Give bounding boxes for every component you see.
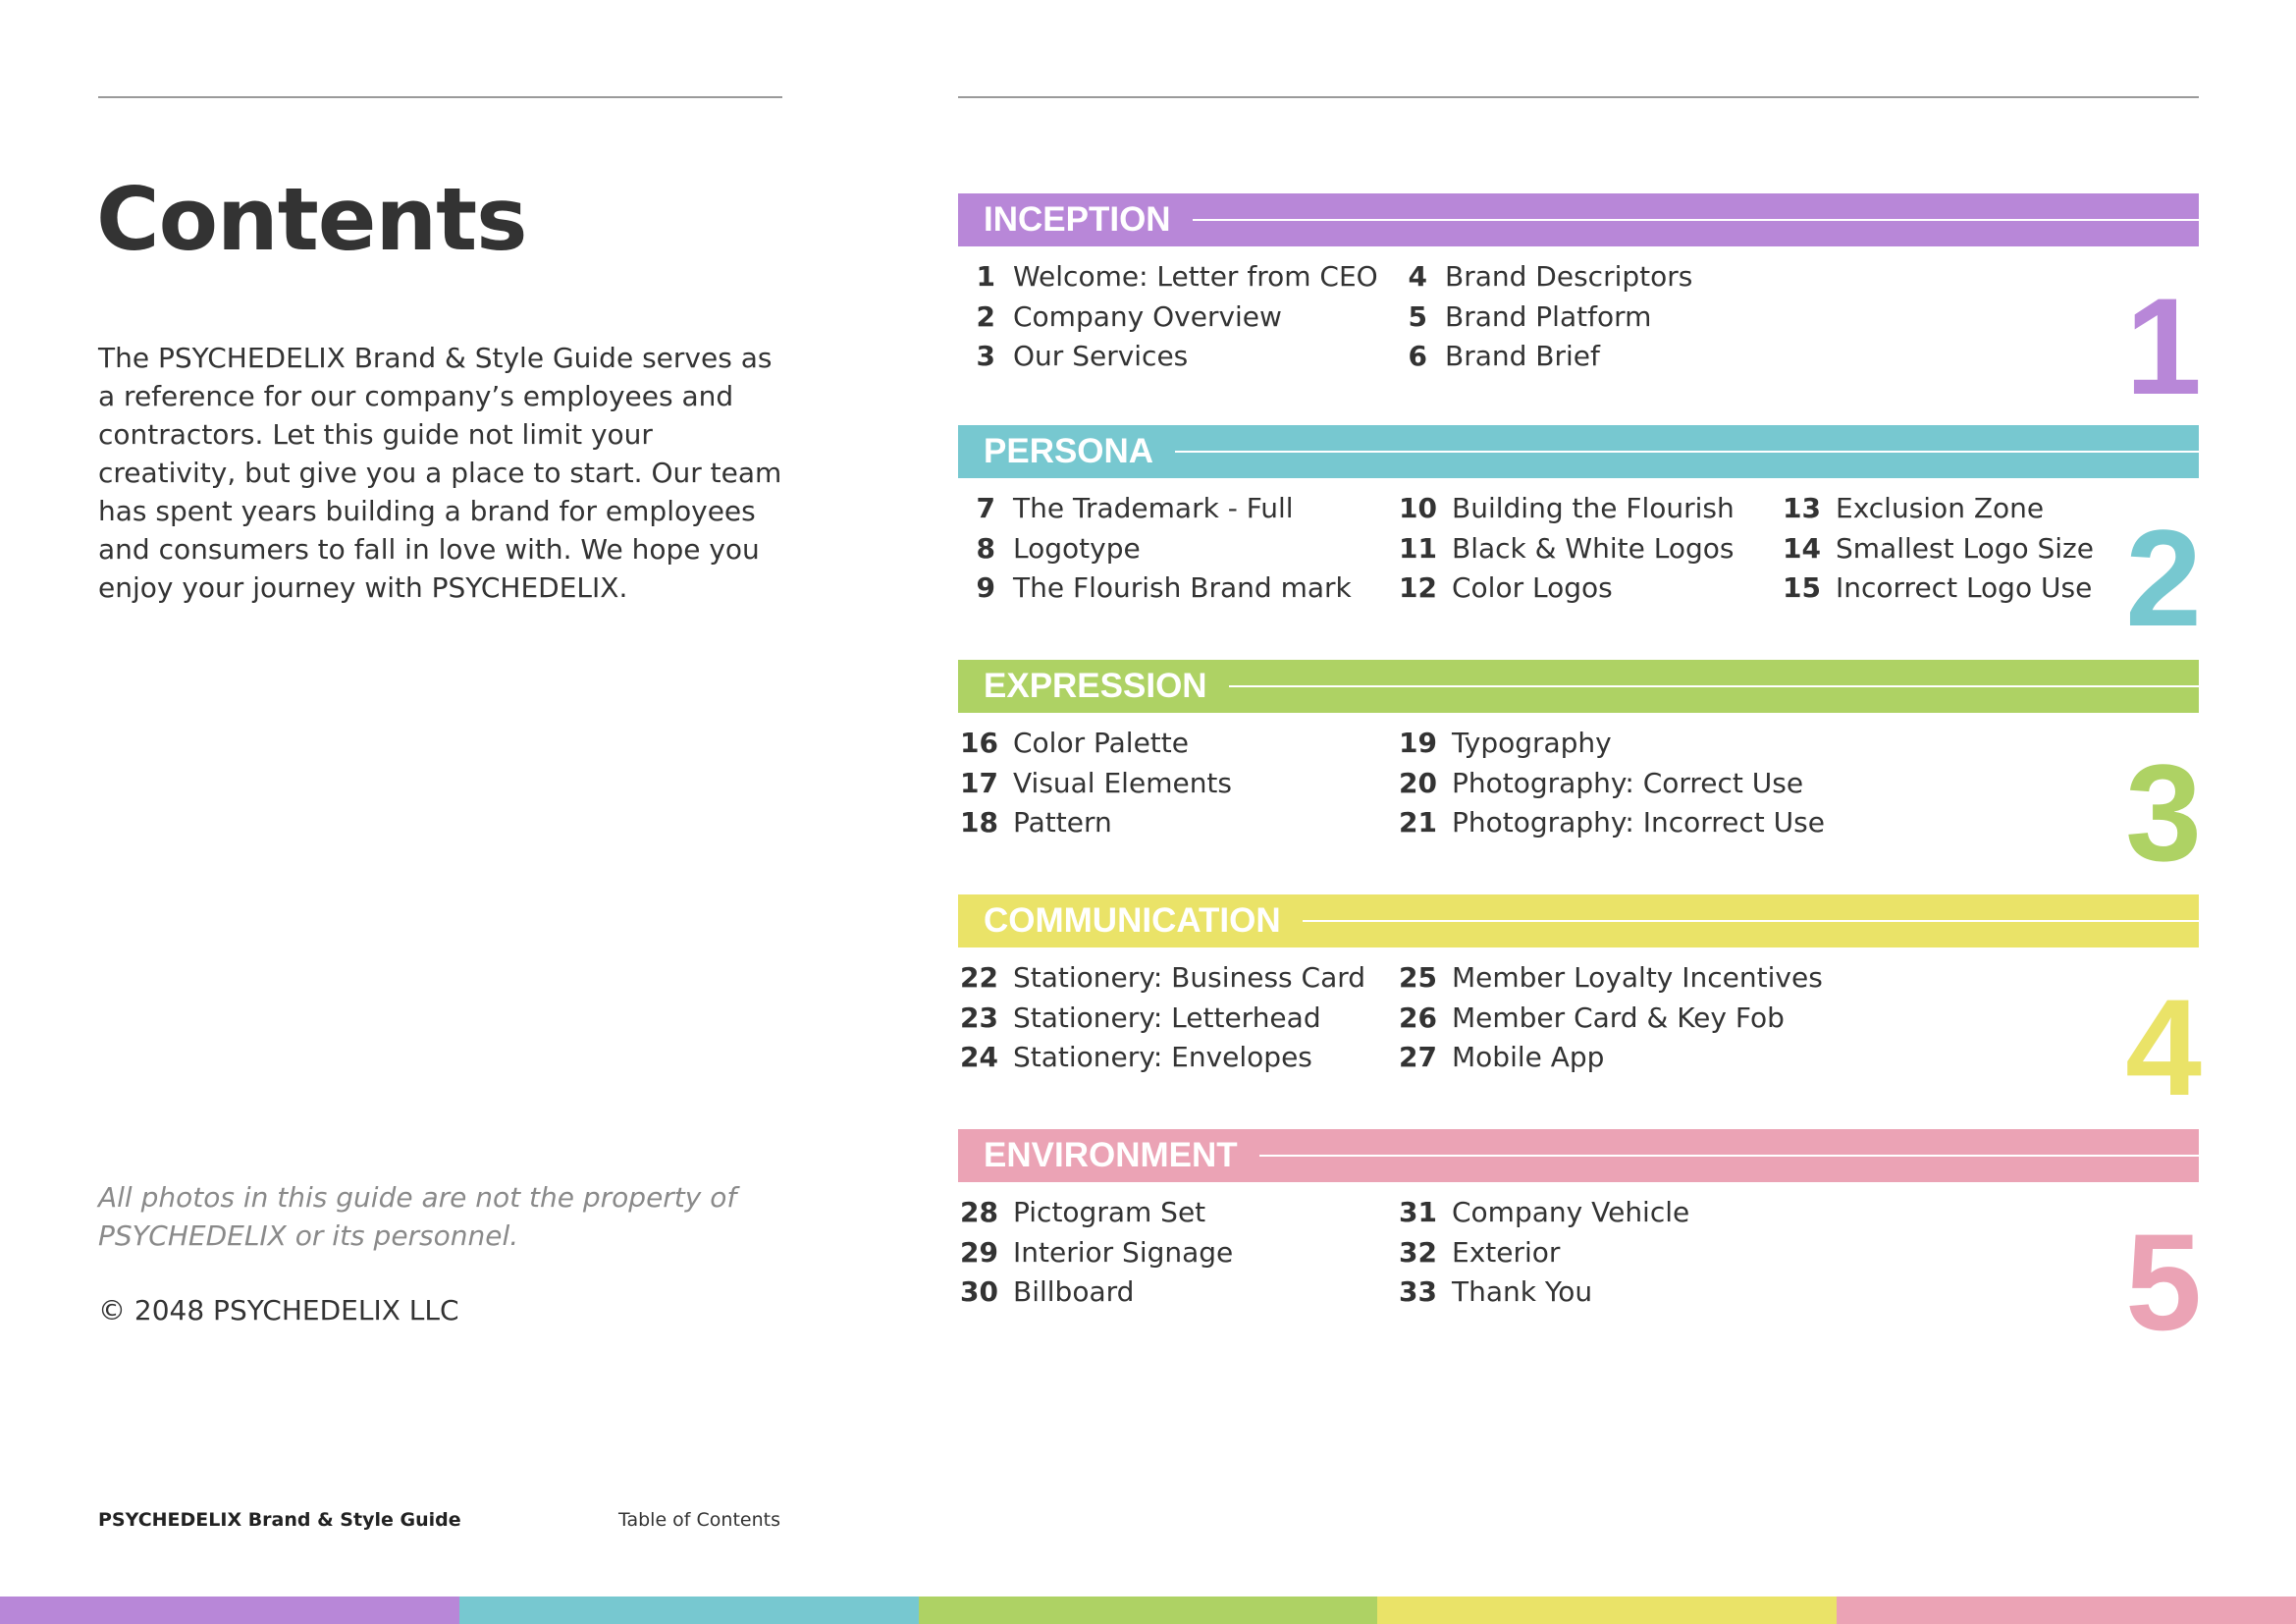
toc-entry-page-number: 4 bbox=[1408, 260, 1427, 293]
section-label: ENVIRONMENT bbox=[984, 1136, 1238, 1174]
toc-entry-label: Exterior bbox=[1452, 1235, 1561, 1269]
section-band-expression bbox=[958, 660, 2199, 713]
toc-entry-label: Pattern bbox=[1013, 806, 1112, 839]
section-number-environment: 5 bbox=[2125, 1205, 2202, 1359]
photo-disclaimer: All photos in this guide are not the property of PSYCHEDELIX or its personnel. bbox=[98, 1181, 737, 1252]
toc-entry[interactable] bbox=[960, 257, 1378, 297]
toc-entry-label: Billboard bbox=[1013, 1275, 1135, 1308]
footer-section-name: Table of Contents bbox=[618, 1509, 780, 1531]
toc-entry[interactable] bbox=[1399, 724, 1612, 763]
toc-entry-page-number: 12 bbox=[1399, 571, 1437, 604]
toc-entry-page-number: 31 bbox=[1399, 1196, 1437, 1228]
toc-entry-label: Company Vehicle bbox=[1452, 1196, 1690, 1228]
toc-entry-page-number: 13 bbox=[1783, 492, 1821, 524]
toc-entry-label: Our Services bbox=[1013, 340, 1189, 372]
toc-entry[interactable] bbox=[960, 568, 1352, 608]
toc-entry-page-number: 6 bbox=[1408, 340, 1427, 372]
toc-entry[interactable] bbox=[1399, 1233, 1560, 1272]
toc-entry[interactable] bbox=[960, 999, 1321, 1038]
stripe-teal bbox=[459, 1597, 919, 1624]
toc-entry-label: Typography bbox=[1452, 727, 1612, 759]
toc-entry-label: Brand Descriptors bbox=[1445, 260, 1693, 293]
toc-entry-page-number: 23 bbox=[960, 1001, 998, 1034]
toc-entry[interactable] bbox=[960, 764, 1232, 803]
toc-entry[interactable] bbox=[1399, 1193, 1689, 1232]
toc-entry-label: Mobile App bbox=[1452, 1041, 1605, 1073]
toc-entry-label: Smallest Logo Size bbox=[1836, 531, 2094, 565]
toc-entry-page-number: 33 bbox=[1399, 1275, 1437, 1308]
toc-entry[interactable] bbox=[1399, 529, 1734, 568]
toc-entry[interactable] bbox=[1399, 958, 1823, 998]
section-band-line bbox=[1303, 920, 2199, 922]
section-band-line bbox=[1193, 219, 2199, 221]
toc-entry-page-number: 14 bbox=[1783, 531, 1821, 565]
toc-entry-page-number: 24 bbox=[960, 1041, 998, 1073]
toc-entry[interactable] bbox=[960, 298, 1282, 337]
toc-entry-page-number: 18 bbox=[960, 806, 998, 839]
toc-entry[interactable] bbox=[1392, 298, 1651, 337]
toc-entry-label: Company Overview bbox=[1013, 299, 1282, 333]
toc-entry[interactable] bbox=[1399, 999, 1785, 1038]
toc-entry-page-number: 30 bbox=[960, 1275, 998, 1308]
toc-entry-page-number: 29 bbox=[960, 1235, 998, 1269]
toc-entry-label: Brand Brief bbox=[1445, 340, 1600, 372]
section-band-inception bbox=[958, 193, 2199, 246]
toc-entry-label: Welcome: Letter from CEO bbox=[1013, 260, 1378, 293]
toc-entry-label: Visual Elements bbox=[1013, 766, 1233, 799]
toc-entry-page-number: 15 bbox=[1783, 571, 1821, 604]
toc-entry-page-number: 21 bbox=[1399, 806, 1437, 839]
toc-entry-page-number: 3 bbox=[976, 340, 995, 372]
toc-entry-label: Color Logos bbox=[1452, 571, 1613, 604]
toc-entry[interactable] bbox=[960, 724, 1189, 763]
section-band-line bbox=[1229, 685, 2199, 687]
toc-entry[interactable] bbox=[1783, 568, 2092, 608]
toc-entry-page-number: 8 bbox=[976, 531, 995, 565]
stripe-purple bbox=[0, 1597, 459, 1624]
toc-entry-page-number: 17 bbox=[960, 766, 998, 799]
stripe-green bbox=[919, 1597, 1378, 1624]
toc-entry-page-number: 7 bbox=[976, 492, 995, 524]
page-title: Contents bbox=[96, 169, 527, 270]
toc-entry-label: Incorrect Logo Use bbox=[1836, 571, 2093, 604]
section-band-line bbox=[1259, 1155, 2199, 1157]
toc-entry-label: Photography: Incorrect Use bbox=[1452, 806, 1825, 839]
section-band-line bbox=[1175, 451, 2199, 453]
toc-entry[interactable] bbox=[960, 337, 1188, 376]
section-band-persona bbox=[958, 425, 2199, 478]
section-number-communication: 4 bbox=[2125, 970, 2202, 1124]
toc-entry-label: Logotype bbox=[1013, 531, 1141, 565]
stripe-yellow bbox=[1377, 1597, 1837, 1624]
toc-entry[interactable] bbox=[960, 1038, 1312, 1077]
toc-entry-page-number: 28 bbox=[960, 1196, 998, 1228]
toc-entry[interactable] bbox=[1399, 803, 1825, 842]
toc-entry-page-number: 11 bbox=[1399, 531, 1437, 565]
section-label: PERSONA bbox=[984, 432, 1154, 470]
section-label: INCEPTION bbox=[984, 200, 1171, 239]
intro-paragraph: The PSYCHEDELIX Brand & Style Guide serves as a reference for our company’s employees and contractors. Let this guide not limit your creativity, but give you a place to start. Our team has spent years building a brand for employees and consumers to fall in love with. We hope you enjoy your journey with PSYCHEDELIX. bbox=[98, 342, 782, 604]
toc-entry-label: Stationery: Envelopes bbox=[1013, 1041, 1312, 1073]
toc-entry-label: Stationery: Letterhead bbox=[1013, 1001, 1321, 1034]
toc-entry-label: Building the Flourish bbox=[1452, 492, 1735, 524]
toc-entry-page-number: 20 bbox=[1399, 766, 1437, 799]
toc-entry[interactable] bbox=[960, 1233, 1233, 1272]
toc-entry[interactable] bbox=[960, 1193, 1205, 1232]
toc-entry-page-number: 9 bbox=[976, 571, 995, 604]
toc-entry-page-number: 26 bbox=[1399, 1001, 1437, 1034]
top-rule-right bbox=[958, 96, 2199, 98]
toc-entry[interactable] bbox=[960, 958, 1365, 998]
section-band-environment bbox=[958, 1129, 2199, 1182]
copyright-notice: © 2048 PSYCHEDELIX LLC bbox=[98, 1294, 459, 1326]
toc-entry-page-number: 5 bbox=[1408, 299, 1427, 333]
toc-entry-label: Stationery: Business Card bbox=[1013, 961, 1366, 994]
toc-entry-label: The Flourish Brand mark bbox=[1013, 571, 1352, 604]
toc-entry[interactable] bbox=[1399, 1038, 1604, 1077]
footer-guide-title: PSYCHEDELIX Brand & Style Guide bbox=[98, 1509, 461, 1531]
toc-entry-page-number: 27 bbox=[1399, 1041, 1437, 1073]
toc-entry-label: Color Palette bbox=[1013, 727, 1189, 759]
section-number-persona: 2 bbox=[2125, 501, 2202, 655]
toc-entry[interactable] bbox=[1392, 257, 1692, 297]
top-rule-left bbox=[98, 96, 782, 98]
color-stripe-bar bbox=[0, 1597, 2296, 1624]
toc-entry-page-number: 22 bbox=[960, 961, 998, 994]
toc-entry[interactable] bbox=[1399, 1272, 1592, 1312]
toc-entry-page-number: 10 bbox=[1399, 492, 1437, 524]
toc-entry[interactable] bbox=[960, 529, 1141, 568]
toc-entry[interactable] bbox=[1399, 764, 1803, 803]
section-number-inception: 1 bbox=[2125, 269, 2202, 423]
toc-entry-page-number: 32 bbox=[1399, 1235, 1437, 1269]
toc-entry[interactable] bbox=[1392, 337, 1600, 376]
section-label: EXPRESSION bbox=[984, 667, 1207, 705]
toc-entry-label: Pictogram Set bbox=[1013, 1196, 1206, 1228]
toc-entry[interactable] bbox=[1399, 489, 1735, 528]
toc-entry[interactable] bbox=[960, 489, 1294, 528]
toc-entry[interactable] bbox=[960, 803, 1112, 842]
toc-entry-label: Brand Platform bbox=[1445, 299, 1652, 333]
section-label: COMMUNICATION bbox=[984, 901, 1281, 940]
toc-entry-label: Member Card & Key Fob bbox=[1452, 1001, 1785, 1034]
toc-entry-page-number: 2 bbox=[976, 299, 995, 333]
toc-entry-label: The Trademark - Full bbox=[1013, 492, 1294, 524]
toc-entry[interactable] bbox=[1783, 529, 2094, 568]
toc-entry-page-number: 1 bbox=[976, 260, 995, 293]
toc-entry-label: Interior Signage bbox=[1013, 1235, 1234, 1269]
toc-entry-page-number: 25 bbox=[1399, 961, 1437, 994]
section-number-expression: 3 bbox=[2125, 735, 2202, 890]
toc-entry[interactable] bbox=[960, 1272, 1134, 1312]
toc-entry-label: Photography: Correct Use bbox=[1452, 766, 1804, 799]
toc-entry-label: Black & White Logos bbox=[1452, 531, 1735, 565]
stripe-pink bbox=[1837, 1597, 2296, 1624]
toc-entry-label: Member Loyalty Incentives bbox=[1452, 961, 1823, 994]
toc-entry-label: Exclusion Zone bbox=[1836, 492, 2045, 524]
toc-entry[interactable] bbox=[1399, 568, 1613, 608]
section-band-communication bbox=[958, 894, 2199, 947]
toc-entry-page-number: 16 bbox=[960, 727, 998, 759]
toc-entry[interactable] bbox=[1783, 489, 2044, 528]
toc-entry-label: Thank You bbox=[1452, 1275, 1593, 1308]
toc-entry-page-number: 19 bbox=[1399, 727, 1437, 759]
